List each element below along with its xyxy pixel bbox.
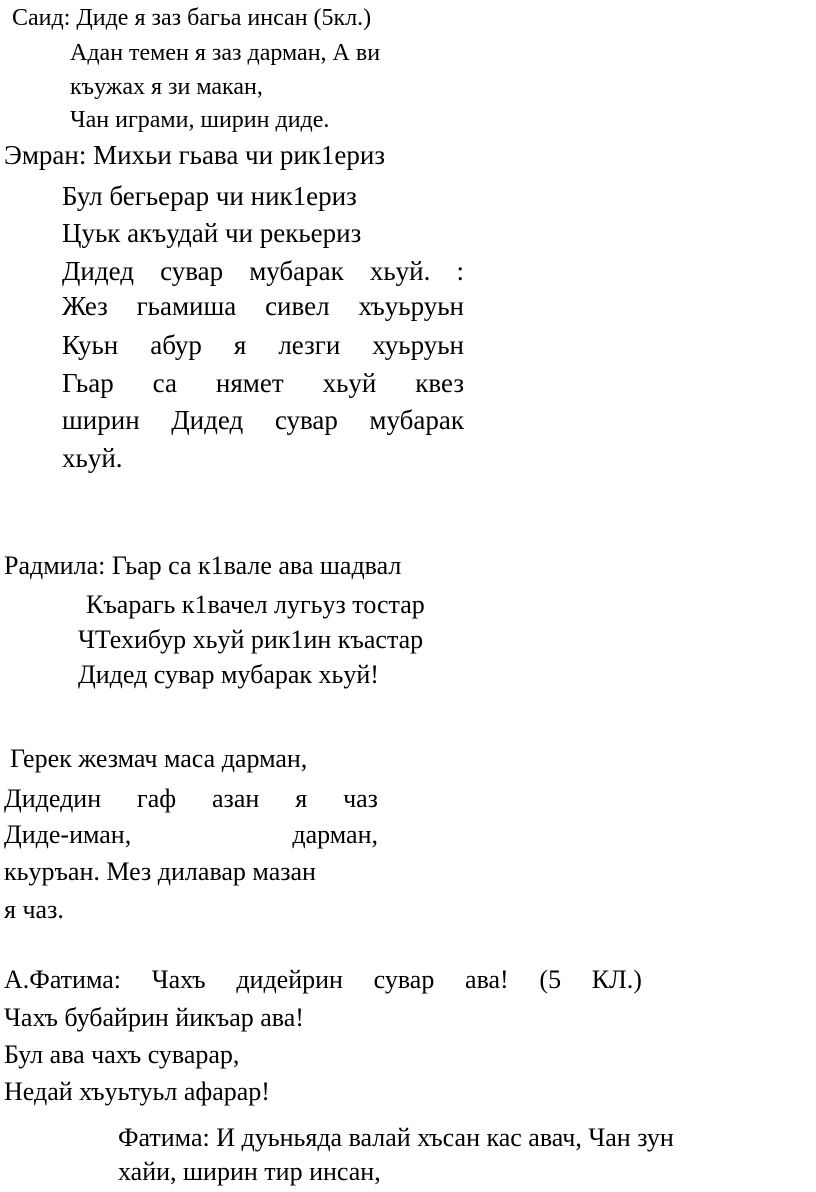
word: Куьн <box>62 330 119 360</box>
word: дарман, <box>292 820 378 849</box>
word: Диде-иман, <box>4 820 132 849</box>
word: хъуьруьн <box>358 291 464 321</box>
radmila-line-3: ЧТехибур хьуй рик1ин къастар <box>78 625 424 654</box>
word: сувар <box>274 405 338 435</box>
word: (5 <box>539 965 562 994</box>
word: ширин <box>62 405 140 435</box>
word: хьуй. <box>369 256 431 286</box>
emran-line-2: Бул бегьерар чи ник1ериз <box>62 181 357 211</box>
word: ава! <box>465 965 509 994</box>
emran-line-6 <box>62 332 464 359</box>
word: чаз <box>343 784 378 813</box>
a-fatima-line-3: Бул ава чахъ суварар, <box>4 1040 240 1069</box>
word: Чахъ <box>151 965 206 994</box>
word: квез <box>415 368 464 398</box>
radmila-line-4: Дидед сувар мубарак хьуй! <box>78 660 379 689</box>
word: дидейрин <box>236 965 343 994</box>
gerek-line-1: Герек жезмач маса дарман, <box>10 744 308 773</box>
word: Дидед <box>171 405 244 435</box>
radmila-line-2: Къарагь к1вачел лугьуз тостар <box>86 590 425 619</box>
fatima-line-2: хайи, ширин тир инсан, <box>118 1157 381 1186</box>
word: Гьар <box>62 368 114 398</box>
word: Жез <box>62 291 108 321</box>
word: А.Фатима: <box>4 965 121 994</box>
a-fatima-line-4: Недай хъуьтуьл афарар! <box>4 1077 270 1106</box>
said-line-3: къужах я зи макан, <box>70 74 263 100</box>
word: я <box>233 330 247 360</box>
gerek-line-5: я чаз. <box>4 895 64 924</box>
word: сувар <box>373 965 435 994</box>
a-fatima-line-1 <box>4 967 642 993</box>
radmila-line-1: Радмила: Гьар са к1вале ава шадвал <box>4 551 402 580</box>
word: азан <box>212 784 260 813</box>
fatima-line-1: Фатима: И дуьньяда валай хъсан кас авач, Чан зун <box>118 1123 674 1152</box>
word: лезги <box>278 330 341 360</box>
word: сувар <box>160 256 224 286</box>
emran-line-5 <box>62 293 464 320</box>
said-line-4: Чан играми, ширин диде. <box>70 107 330 133</box>
word: хуьруьн <box>372 330 464 360</box>
emran-line-8 <box>62 407 464 434</box>
said-line-1: Саид: Диде я заз багьа инсан (5кл.) <box>12 5 372 31</box>
gerek-line-4: кьуръан. Мез дилавар мазан <box>4 857 316 886</box>
emran-line-9: хьуй. <box>62 443 123 473</box>
word: нямет <box>215 368 284 398</box>
word: Дидедин <box>4 784 102 813</box>
word: : <box>456 256 464 286</box>
word: абур <box>150 330 202 360</box>
word: мубарак <box>369 405 464 435</box>
emran-line-1: Эмран: Михьи гьава чи рик1ериз <box>4 140 386 170</box>
emran-line-7 <box>62 370 464 397</box>
word: гьамиша <box>136 291 237 321</box>
emran-line-4 <box>62 258 464 285</box>
word: мубарак <box>249 256 344 286</box>
word: гаф <box>137 784 177 813</box>
gerek-line-3 <box>4 822 378 848</box>
a-fatima-line-2: Чахъ бубайрин йикъар ава! <box>4 1003 304 1032</box>
word: сивел <box>265 291 330 321</box>
word: хьуй <box>322 368 377 398</box>
gerek-line-2 <box>4 786 378 812</box>
word: са <box>152 368 177 398</box>
emran-line-3: Цуьк акъудай чи рекьериз <box>62 218 362 248</box>
word: я <box>295 784 308 813</box>
word: Дидед <box>62 256 134 286</box>
word: КЛ.) <box>591 965 642 994</box>
said-line-2: Адан темен я заз дарман, А ви <box>70 40 381 66</box>
